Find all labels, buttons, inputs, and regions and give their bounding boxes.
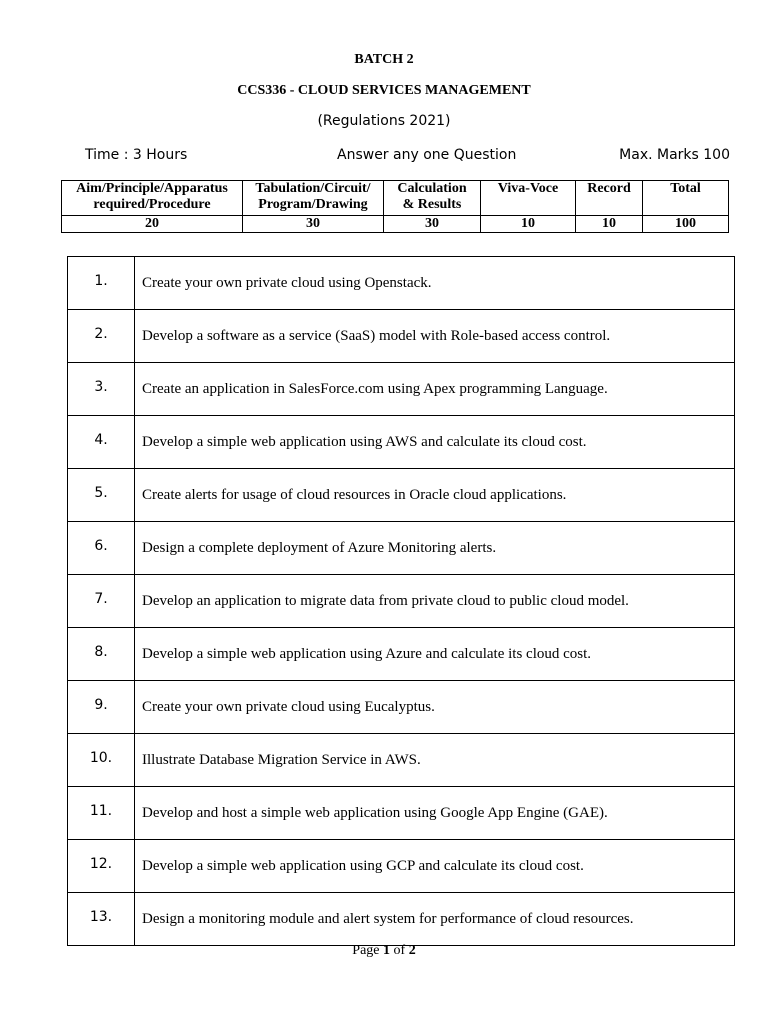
question-text: Create your own private cloud using Eucalyptus. [135, 681, 735, 734]
question-row [68, 363, 735, 416]
question-row [68, 840, 735, 893]
marks-value-row [62, 216, 729, 233]
question-number: 6. [68, 522, 135, 575]
question-number: 4. [68, 416, 135, 469]
of-word: of [393, 943, 406, 958]
marks-header-aim: Aim/Principle/Apparatus required/Procedure [62, 181, 243, 216]
question-row [68, 469, 735, 522]
page-footer [0, 942, 768, 960]
current-page-number: 1 [383, 943, 391, 958]
question-text: Create your own private cloud using Openstack. [135, 257, 735, 310]
question-text: Create an application in SalesForce.com using Apex programming Language. [135, 363, 735, 416]
time-allowed: Time : 3 Hours [85, 147, 188, 163]
question-row [68, 734, 735, 787]
question-row [68, 310, 735, 363]
marks-header-viva: Viva-Voce [481, 181, 576, 216]
marks-value: 10 [576, 216, 643, 233]
total-pages-number: 2 [408, 943, 416, 958]
marks-header-calculation: Calculation & Results [384, 181, 481, 216]
question-text: Design a complete deployment of Azure Monitoring alerts. [135, 522, 735, 575]
question-row [68, 257, 735, 310]
question-text: Create alerts for usage of cloud resources in Oracle cloud applications. [135, 469, 735, 522]
regulations: (Regulations 2021) [317, 113, 451, 129]
question-number: 10. [68, 734, 135, 787]
question-text: Develop an application to migrate data from private cloud to public cloud model. [135, 575, 735, 628]
marks-header-record: Record [576, 181, 643, 216]
question-number: 5. [68, 469, 135, 522]
question-number: 1. [68, 257, 135, 310]
course-title: CCS336 - CLOUD SERVICES MANAGEMENT [237, 83, 531, 98]
question-row [68, 575, 735, 628]
marks-value: 100 [643, 216, 729, 233]
questions-table [67, 256, 735, 946]
page-word: Page [352, 943, 380, 958]
marks-distribution-table [61, 180, 729, 233]
marks-header-total: Total [643, 181, 729, 216]
question-number: 13. [68, 893, 135, 946]
max-marks: Max. Marks 100 [619, 147, 730, 163]
question-text: Develop a simple web application using AWS and calculate its cloud cost. [135, 416, 735, 469]
question-text: Develop a software as a service (SaaS) model with Role-based access control. [135, 310, 735, 363]
question-number: 12. [68, 840, 135, 893]
question-text: Design a monitoring module and alert system for performance of cloud resources. [135, 893, 735, 946]
question-row [68, 893, 735, 946]
question-row [68, 522, 735, 575]
question-number: 2. [68, 310, 135, 363]
marks-value: 30 [384, 216, 481, 233]
marks-header-row [62, 181, 729, 216]
question-text: Develop a simple web application using GCP and calculate its cloud cost. [135, 840, 735, 893]
question-text: Illustrate Database Migration Service in AWS. [135, 734, 735, 787]
question-text: Develop and host a simple web application using Google App Engine (GAE). [135, 787, 735, 840]
question-number: 11. [68, 787, 135, 840]
batch-title: BATCH 2 [354, 52, 414, 67]
question-text: Develop a simple web application using Azure and calculate its cloud cost. [135, 628, 735, 681]
marks-header-tabulation: Tabulation/Circuit/ Program/Drawing [243, 181, 384, 216]
marks-value: 30 [243, 216, 384, 233]
question-number: 8. [68, 628, 135, 681]
question-row [68, 628, 735, 681]
marks-value: 10 [481, 216, 576, 233]
question-row [68, 681, 735, 734]
question-row [68, 416, 735, 469]
question-number: 3. [68, 363, 135, 416]
question-number: 7. [68, 575, 135, 628]
question-row [68, 787, 735, 840]
question-number: 9. [68, 681, 135, 734]
instruction: Answer any one Question [337, 147, 517, 163]
marks-value: 20 [62, 216, 243, 233]
